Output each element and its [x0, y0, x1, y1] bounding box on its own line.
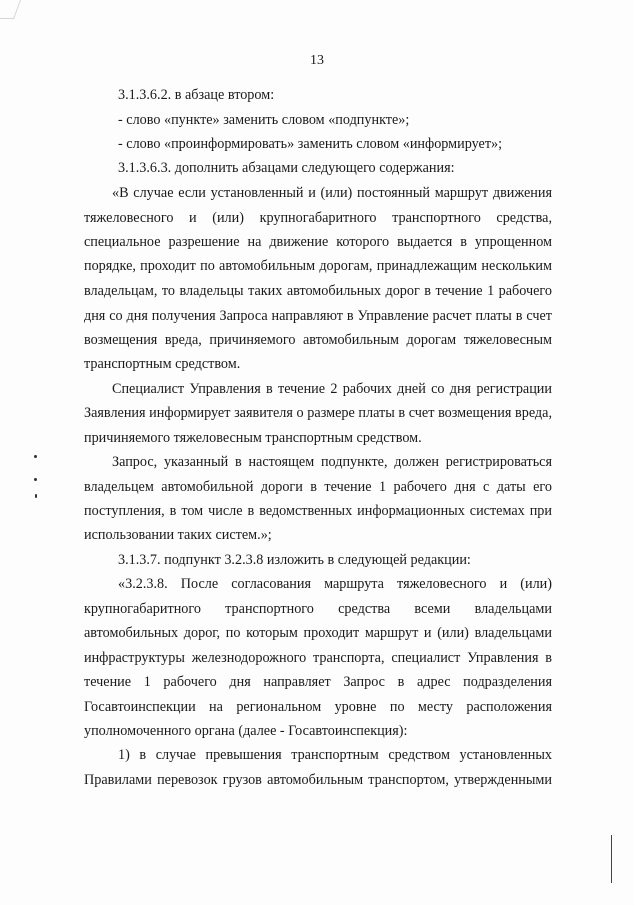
page-number: 13 — [310, 53, 324, 68]
text-line: причиняемого тяжеловесным транспортным средством. — [84, 430, 422, 446]
scan-dot-mark — [34, 455, 37, 458]
text-line: Заявления информирует заявителя о размере платы в счет возмещения вреда, — [84, 405, 552, 421]
text-line: Госавтоинспекции на региональном уровне по месту расположения — [84, 699, 552, 715]
text-line: специальное разрешение на движение которого выдается в упрощенном — [84, 234, 552, 250]
text-line: тяжеловесного и (или) крупногабаритного транспортного средства, — [84, 210, 552, 226]
margin-line-mark — [611, 835, 612, 883]
text-line: течение 1 рабочего дня направляет Запрос в адрес подразделения — [84, 674, 552, 690]
text-line: Правилами перевозок грузов автомобильным транспортом, утвержденными — [84, 772, 552, 788]
text-line: - слово «проинформировать» заменить словом «информирует»; — [118, 136, 503, 152]
text-line: 3.1.3.7. подпункт 3.2.3.8 изложить в следующей редакции: — [118, 552, 471, 568]
text-line: 3.1.3.6.3. дополнить абзацами следующего содержания: — [118, 160, 455, 176]
scan-dot-mark — [35, 494, 37, 498]
text-line: использовании таких систем.»; — [84, 527, 272, 543]
text-line: порядке, проходит по автомобильным дорогам, принадлежащим нескольким — [84, 258, 552, 274]
text-line: Специалист Управления в течение 2 рабочих дней со дня регистрации — [112, 381, 552, 397]
text-line: транспортным средством. — [84, 356, 241, 372]
text-line: «В случае если установленный и (или) постоянный маршрут движения — [112, 185, 552, 201]
text-line: «3.2.3.8. После согласования маршрута тяжеловесного и (или) — [118, 576, 552, 592]
text-line: владельцам, то владельцы таких автомобильных дорог в течение 1 рабочего — [84, 283, 552, 299]
text-line: - слово «пункте» заменить словом «подпункте»; — [118, 112, 410, 128]
text-line: 1) в случае превышения транспортным средством установленных — [118, 747, 552, 763]
text-line: 3.1.3.6.2. в абзаце втором: — [118, 87, 275, 103]
text-line: автомобильных дорог, по которым проходит маршрут и (или) владельцами — [84, 625, 552, 641]
text-line: возмещения вреда, причиняемого автомобильным дорогам тяжеловесным — [84, 332, 552, 348]
text-line: дня со дня получения Запроса направляют в Управление расчет платы в счет — [84, 308, 552, 324]
text-line: крупногабаритного транспортного средства всеми владельцами — [84, 601, 552, 617]
scan-dot-mark — [34, 478, 37, 481]
text-line: Запрос, указанный в настоящем подпункте, должен регистрироваться — [112, 454, 552, 470]
scan-corner-mark — [0, 0, 21, 19]
text-line: уполномоченного органа (далее - Госавтоинспекция): — [84, 723, 408, 739]
text-line: поступления, в том числе в ведомственных информационных системах при — [84, 503, 552, 519]
text-line: инфраструктуры железнодорожного транспорта, специалист Управления в — [84, 650, 552, 666]
text-line: владельцем автомобильной дороги в течение 1 рабочего дня с даты его — [84, 479, 552, 495]
